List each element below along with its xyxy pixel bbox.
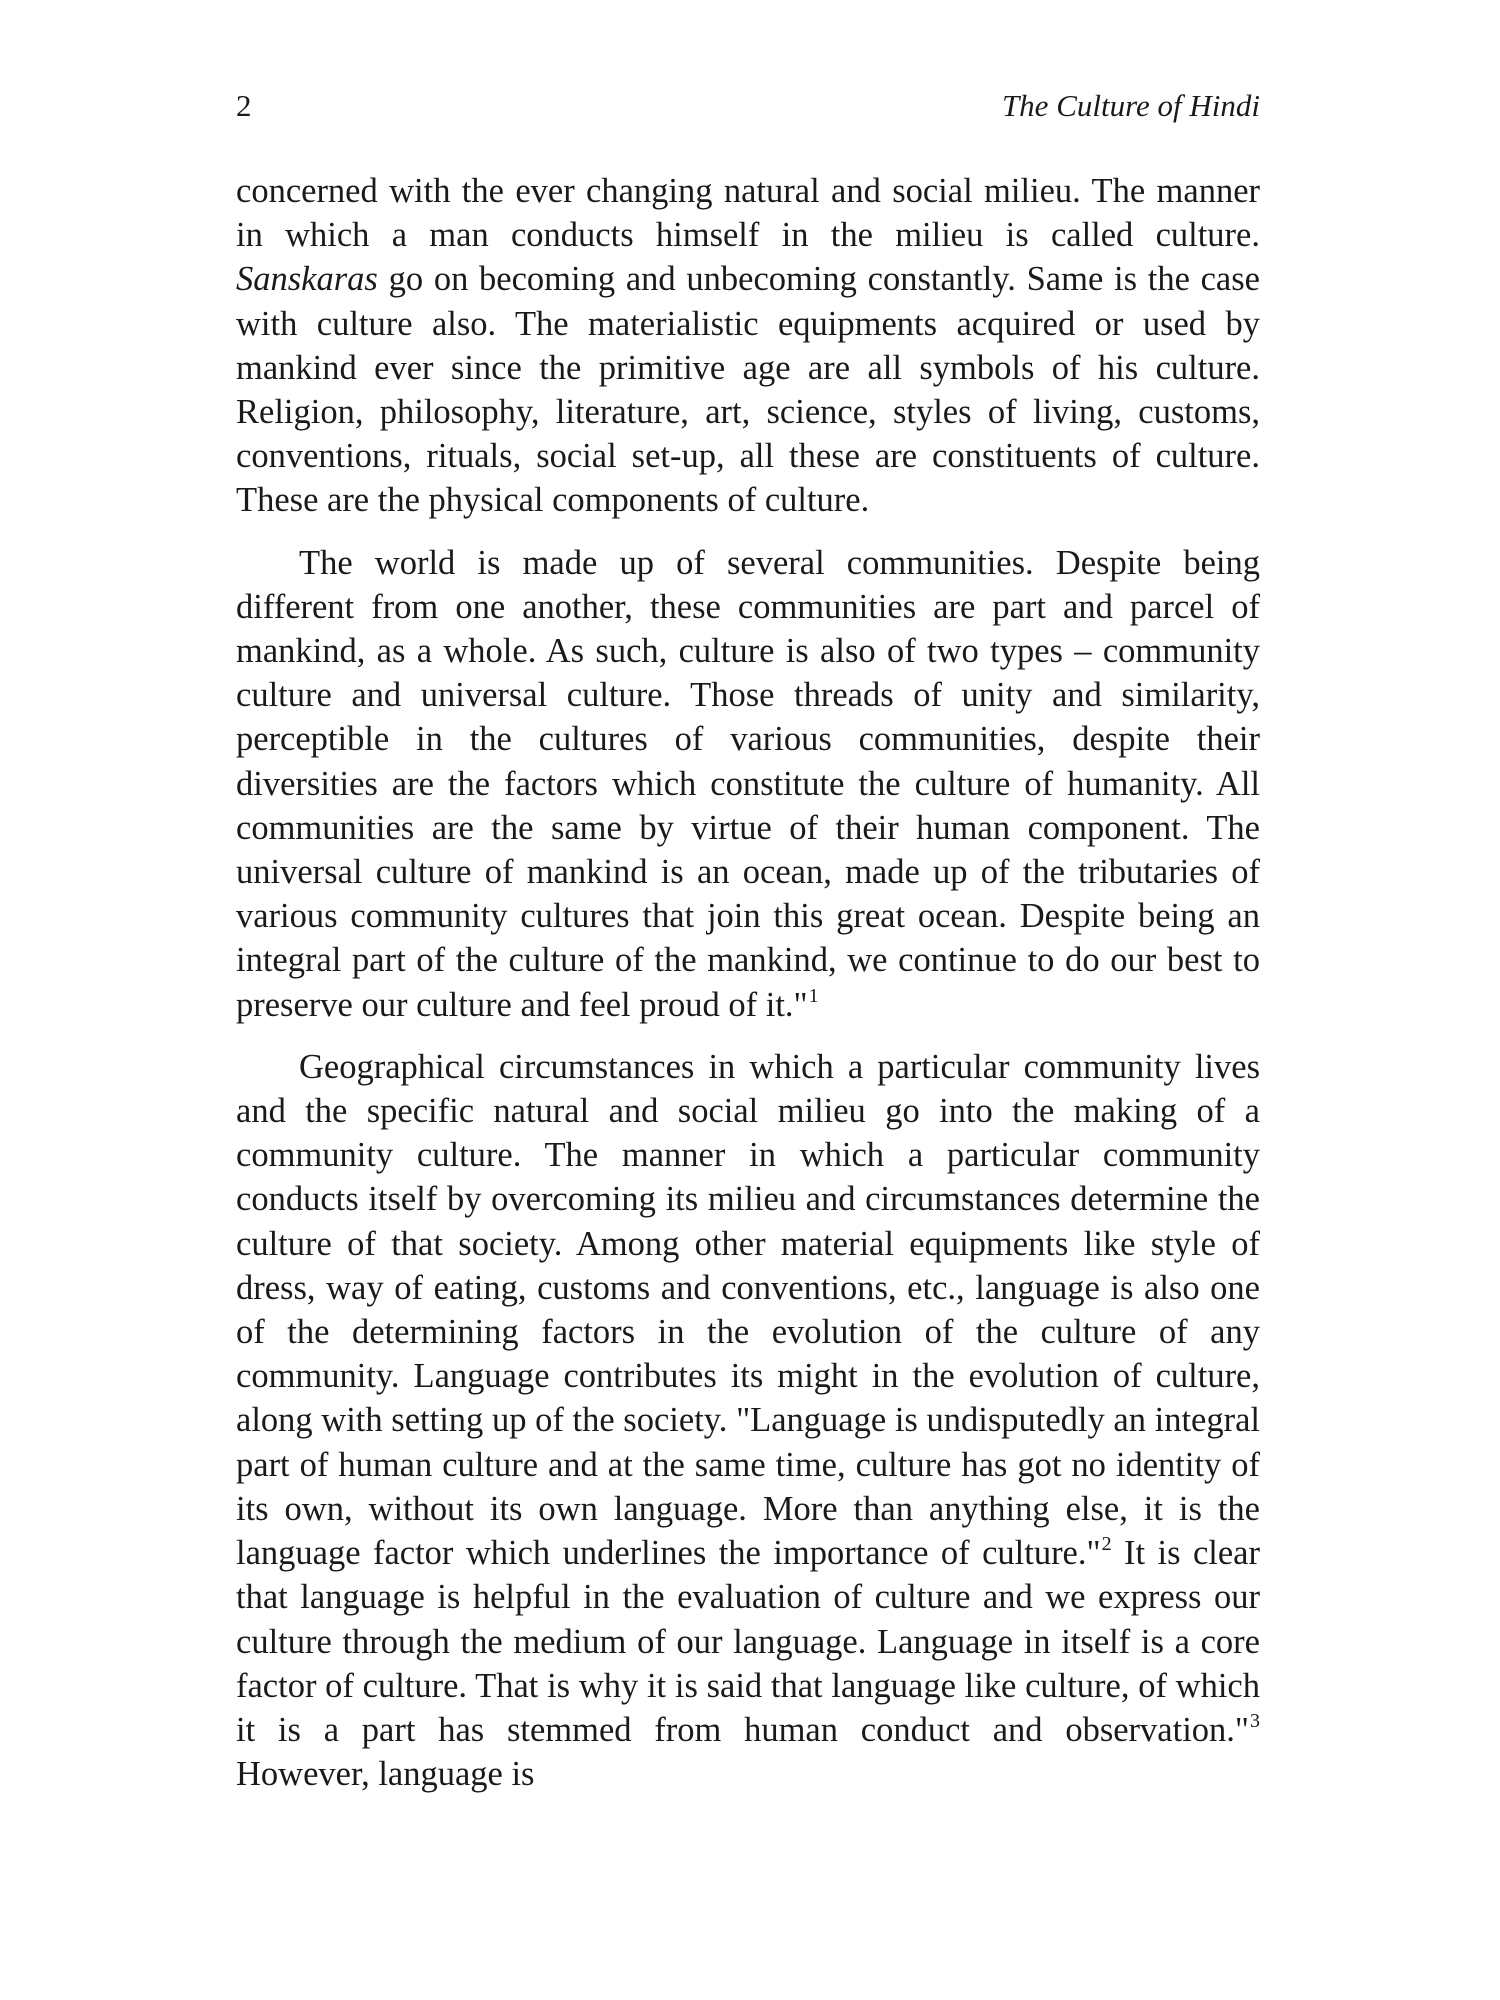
paragraph-3-text-part-3: However, language is (236, 1755, 535, 1794)
footnote-ref-2: 2 (1101, 1533, 1112, 1556)
paragraph-3-text-part-2: It is clear that language is helpful in the evaluation of culture and we express our culture through the medium of our language. Language in itself is a core factor of culture. That is why it is said that language like culture, of which it is a part has stemmed from human conduct and observation." (236, 1534, 1260, 1749)
footnote-ref-1: 1 (808, 984, 819, 1007)
body-text (236, 169, 1260, 1796)
page-number: 2 (236, 88, 252, 123)
paragraph-2 (236, 541, 1260, 1027)
paragraph-1-text-start: concerned with the ever changing natural and social milieu. The manner in which a man conducts himself in the milieu is called culture. (236, 172, 1260, 255)
running-header (236, 86, 1260, 126)
footnote-ref-3: 3 (1250, 1709, 1260, 1732)
paragraph-1 (236, 169, 1260, 523)
italic-term-sanskaras: Sanskaras (236, 260, 378, 299)
paragraph-1-text-end: go on becoming and unbecoming constantly. Same is the case with culture also. The materialistic equipments acquired or used by mankind ever since the primitive age are all symbols of his culture. Religion, philosophy, literature, art, science, styles of living, customs, conventions, rituals, social set-up, all these are constituents of culture. These are the physical components of culture. (236, 260, 1260, 520)
book-title: The Culture of Hindi (1001, 88, 1260, 123)
paragraph-3 (236, 1045, 1260, 1796)
paragraph-3-text-part-1: Geographical circumstances in which a particular community lives and the specific natural and social milieu go into the making of a community culture. The manner in which a particular community conducts itself by overcoming its milieu and circumstances determine the culture of that society. Among other material equipments like style of dress, way of eating, customs and conventions, etc., language is also one of the determining factors in the evolution of the culture of any community. Language contributes its might in the evolution of culture, along with setting up of the society. "Language is undisputedly an integral part of human culture and at the same time, culture has got no identity of its own, without its own language. More than anything else, it is the language factor which underlines the importance of culture." (236, 1047, 1260, 1573)
paragraph-2-text: The world is made up of several communities. Despite being different from one another, these communities are part and parcel of mankind, as a whole. As such, culture is also of two types – community culture and universal culture. Those threads of unity and similarity, perceptible in the cultures of various communities, despite their diversities are the factors which constitute the culture of humanity. All communities are the same by virtue of their human component. The universal culture of mankind is an ocean, made up of the tributaries of various community cultures that join this great ocean. Despite being an integral part of the culture of the mankind, we continue to do our best to preserve our culture and feel proud of it." (236, 543, 1260, 1024)
